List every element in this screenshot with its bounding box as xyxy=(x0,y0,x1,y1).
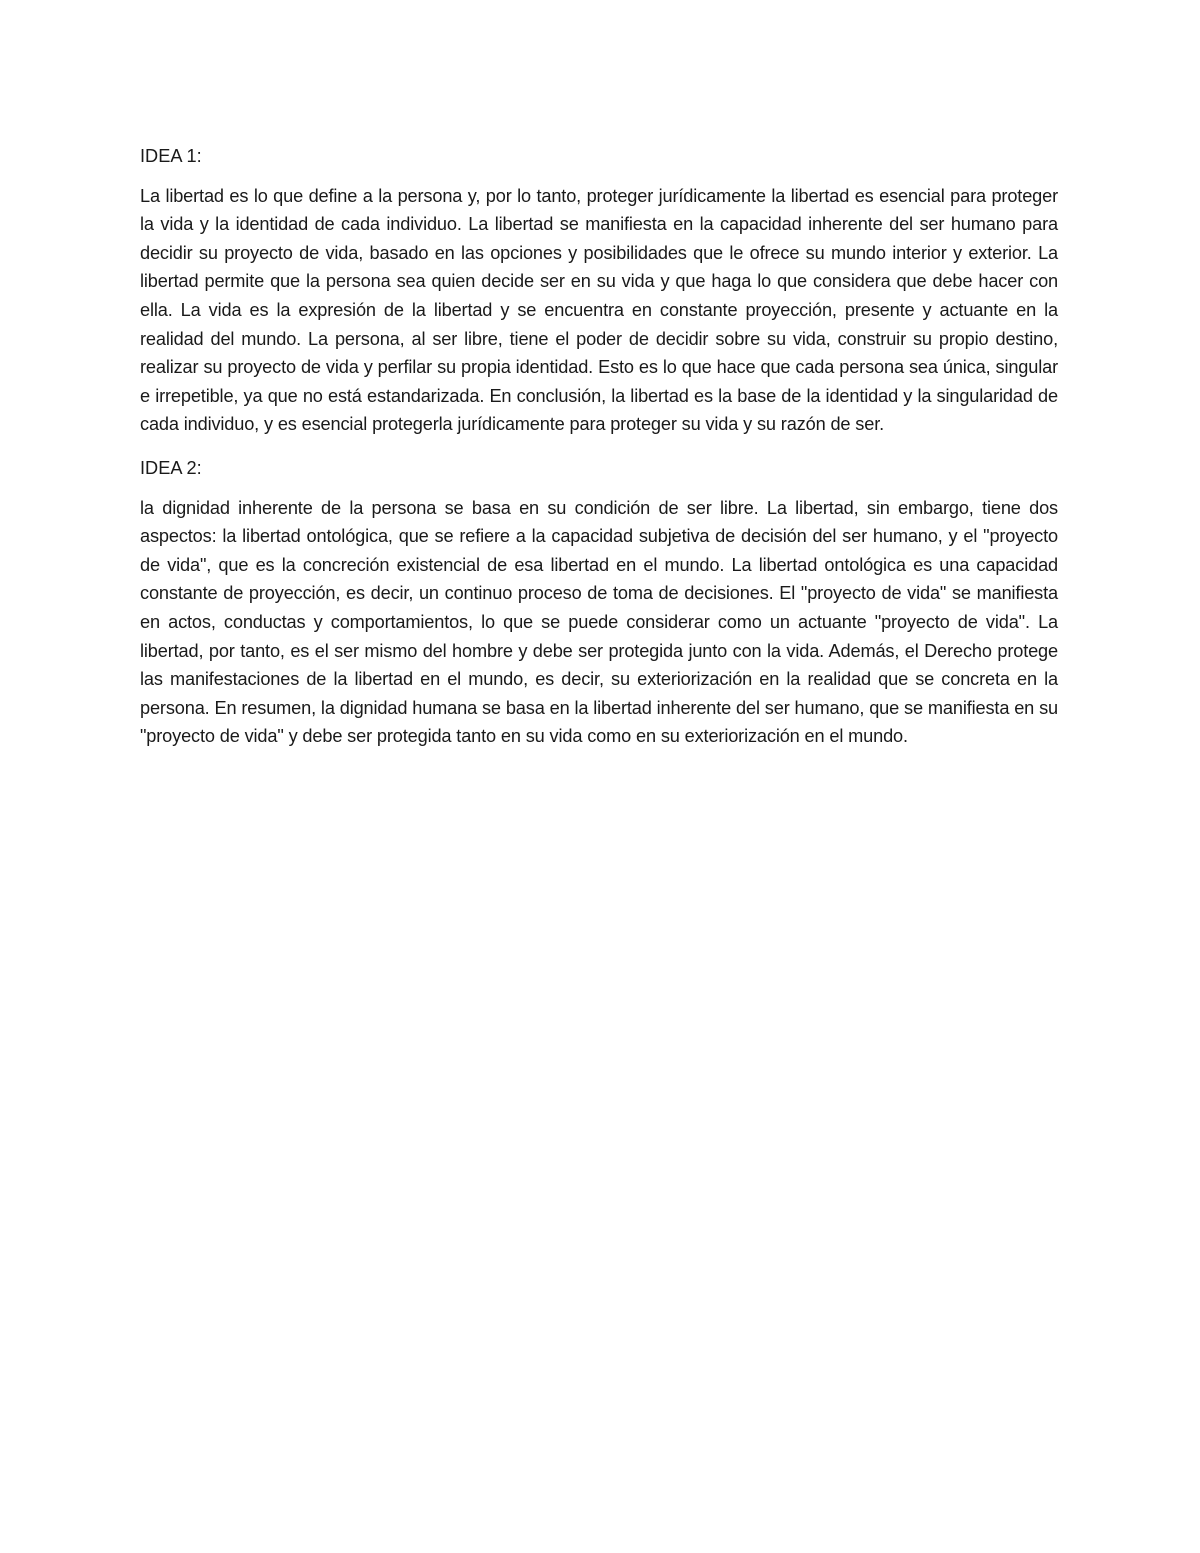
section-idea-1 xyxy=(140,142,1058,439)
section-paragraph: La libertad es lo que define a la persona y, por lo tanto, proteger jurídicamente la libertad es esencial para proteger la vida y la identidad de cada individuo. La libertad se manifiesta en la capacidad inherente del ser humano para decidir su proyecto de vida, basado en las opciones y posibilidades que le ofrece su mundo interior y exterior. La libertad permite que la persona sea quien decide ser en su vida y que haga lo que considera que debe hacer con ella. La vida es la expresión de la libertad y se encuentra en constante proyección, presente y actuante en la realidad del mundo. La persona, al ser libre, tiene el poder de decidir sobre su vida, construir su propio destino, realizar su proyecto de vida y perfilar su propia identidad. Esto es lo que hace que cada persona sea única, singular e irrepetible, ya que no está estandarizada. En conclusión, la libertad es la base de la identidad y la singularidad de cada individuo, y es esencial protegerla jurídicamente para proteger su vida y su razón de ser. xyxy=(140,185,1058,435)
section-heading: IDEA 1: xyxy=(140,146,202,166)
document-body xyxy=(140,142,1058,766)
section-idea-2 xyxy=(140,454,1058,751)
section-heading: IDEA 2: xyxy=(140,457,202,478)
section-paragraph: la dignidad inherente de la persona se basa en su condición de ser libre. La libertad, sin embargo, tiene dos aspectos: la libertad ontológica, que se refiere a la capacidad subjetiva de decisión del ser humano, y el "proyecto de vida", que es la concreción existencial de esa libertad en el mundo. La libertad ontológica es una capacidad constante de proyección, es decir, un continuo proceso de toma de decisiones. El "proyecto de vida" se manifiesta en actos, conductas y comportamientos, lo que se puede considerar como un actuante "proyecto de vida". La libertad, por tanto, es el ser mismo del hombre y debe ser protegida junto con la vida. Además, el Derecho protege las manifestaciones de la libertad en el mundo, es decir, su exteriorización en la realidad que se concreta en la persona. En resumen, la dignidad humana se basa en la libertad inherente del ser humano, que se manifiesta en su "proyecto de vida" y debe ser protegida tanto en su vida como en su exteriorización en el mundo. xyxy=(140,497,1058,747)
